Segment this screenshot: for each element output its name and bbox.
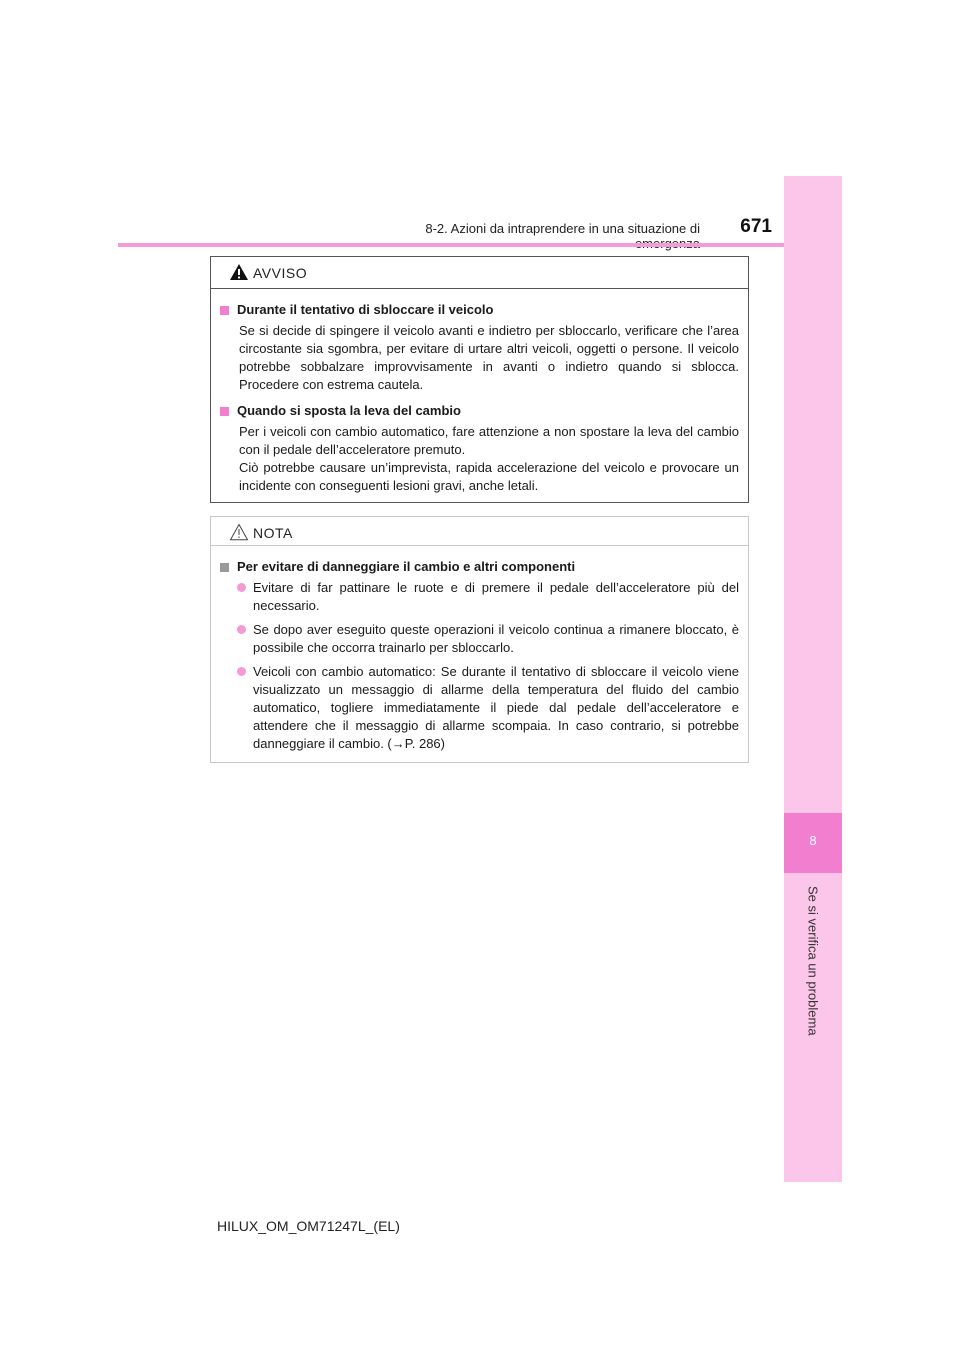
warning-item [220, 402, 739, 495]
warning-paragraph: Se si decide di spingere il veicolo avanti e indietro per sbloccarlo, verificare che l’area circostante sia sgombra, per evitare di urtare altri veicoli, oggetti o persone. Il veicolo potrebbe sobbalzare improvvisamente in avanti o indietro quando si sblocca. Procedere con estrema cautela. [239, 323, 739, 392]
warning-item [220, 301, 739, 394]
chapter-number-box [784, 813, 842, 873]
note-bullet [237, 663, 739, 753]
warning-triangle-icon [229, 263, 249, 281]
chapter-side-tab [784, 176, 842, 1182]
note-bullet [237, 621, 739, 657]
warning-item-title [220, 402, 739, 420]
warning-item-title-text: Quando si sposta la leva del cambio [237, 403, 461, 418]
caution-outline-triangle-icon [229, 523, 249, 541]
note-title-text: Per evitare di danneggiare il cambio e altri componenti [237, 559, 576, 574]
square-bullet-icon [220, 407, 229, 416]
note-label: NOTA [253, 525, 293, 541]
note-bullet [237, 579, 739, 615]
chapter-number: 8 [809, 833, 817, 848]
note-box [210, 516, 749, 763]
square-bullet-icon [220, 306, 229, 315]
document-code: HILUX_OM_OM71247L_(EL) [217, 1218, 400, 1234]
note-bullet-text: Se dopo aver eseguito queste operazioni il veicolo continua a rimanere bloccato, è possibile che occorra trainarlo per sbloccarlo. [253, 622, 739, 655]
page-number: 671 [740, 216, 772, 237]
round-bullet-icon [237, 583, 246, 592]
section-title: 8-2. Azioni da intraprendere in una situazione di [425, 221, 700, 236]
header-divider [118, 243, 841, 247]
note-header [211, 517, 748, 546]
chapter-label: Se si verifica un problema [805, 886, 821, 1036]
note-title [220, 558, 739, 576]
warning-label: AVVISO [253, 265, 308, 281]
note-body [211, 546, 748, 753]
warning-header [211, 257, 748, 289]
round-bullet-icon [237, 625, 246, 634]
warning-paragraph: Per i veicoli con cambio automatico, fare attenzione a non spostare la leva del cambio con il pedale dell’acceleratore premuto. [239, 424, 739, 457]
note-bullet-text: Veicoli con cambio automatico: Se durante il tentativo di sbloccare il veicolo viene visualizzato un messaggio di allarme della temperatura del fluido del cambio automatico, togliere immediatamente il piede dal pedale dell’acceleratore e attendere che il messaggio di allarme scompaia. In caso contrario, si potrebbe danneggiare il cambio. (→P. 286) [253, 664, 739, 751]
square-bullet-icon [220, 563, 229, 572]
warning-item-title [220, 301, 739, 319]
warning-body [211, 289, 748, 495]
warning-item-title-text: Durante il tentativo di sbloccare il veicolo [237, 302, 494, 317]
round-bullet-icon [237, 667, 246, 676]
warning-box [210, 256, 749, 503]
warning-paragraph: Ciò potrebbe causare un’imprevista, rapida accelerazione del veicolo e provocare un incidente con conseguenti lesioni gravi, anche letali. [239, 460, 739, 493]
note-bullet-text: Evitare di far pattinare le ruote e di premere il pedale dell’acceleratore più del necessario. [253, 580, 739, 613]
